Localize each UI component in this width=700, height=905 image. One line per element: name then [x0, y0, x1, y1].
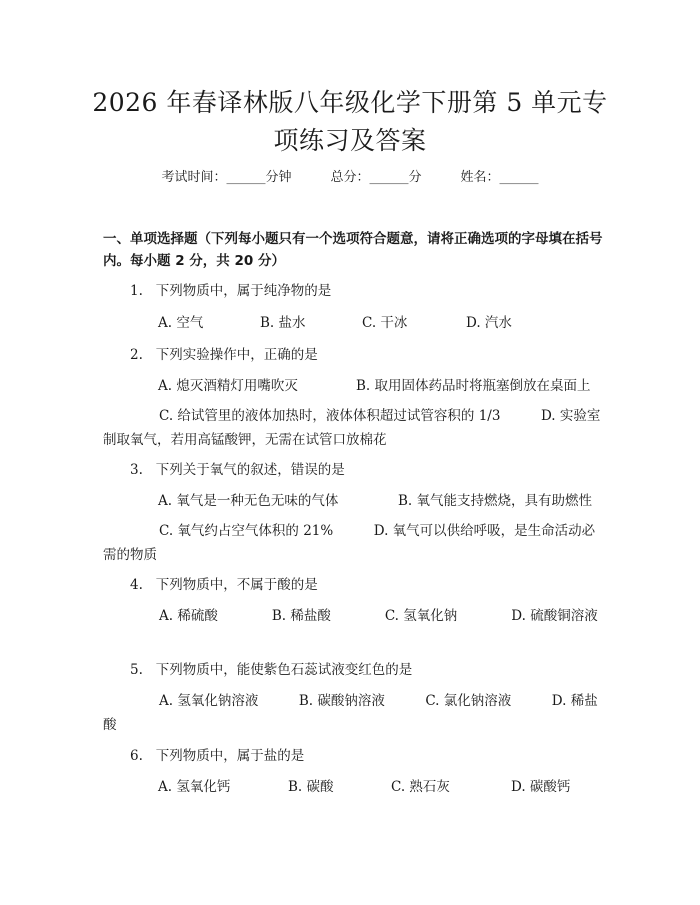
time-unit: 分钟	[265, 170, 292, 185]
options-c-d-wrapped: C. 氧气约占空气体积的 21% D. 氧气可以供给呼吸，是生命活动必需的物质	[103, 523, 596, 563]
document-title	[60, 84, 640, 160]
score-blank: ______	[369, 170, 409, 185]
question-stem: 下列物质中，属于纯净物的是	[155, 283, 332, 299]
question-5	[130, 661, 412, 679]
question-stem: 下列物质中，能使紫色石蕊试液变红色的是	[155, 662, 413, 678]
section-heading: 一、单项选择题（下列每小题只有一个选项符合题意，请将正确选项的字母填在括号内。每小题 2 分，共 20 分）	[103, 231, 603, 269]
question-6	[130, 747, 304, 765]
title-line-1: 2026 年春译林版八年级化学下册第 5 单元专	[92, 88, 608, 117]
option-a: A. 空气	[158, 315, 204, 331]
time-blank: ______	[226, 170, 266, 185]
options-c-d-wrapped: C. 给试管里的液体加热时，液体体积超过试管容积的 1/3 D. 实验室制取氧气，若用高锰酸钾，无需在试管口放棉花	[103, 408, 601, 448]
question-number: 4.	[130, 577, 143, 593]
question-number: 3.	[130, 462, 143, 478]
title-line-2: 项练习及答案	[273, 126, 427, 155]
option-b: B. 氧气能支持燃烧，具有助燃性	[398, 493, 593, 509]
question-stem: 下列实验操作中，正确的是	[155, 347, 318, 363]
option-c: C. 熟石灰	[391, 779, 450, 795]
option-a: A. 氢氧化钙	[158, 779, 231, 795]
question-number: 1.	[130, 283, 143, 299]
option-a: A. 熄灭酒精灯用嘴吹灭	[158, 378, 298, 394]
option-d: D. 汽水	[466, 315, 512, 331]
question-number: 6.	[130, 748, 143, 764]
question-4	[130, 576, 318, 594]
option-a: A. 氧气是一种无色无味的气体	[158, 493, 339, 509]
option-b: B. 盐水	[260, 315, 306, 331]
options-wrapped: A. 稀硫酸 B. 稀盐酸 C. 氢氧化钠 D. 硫酸铜溶液	[159, 608, 598, 624]
question-stem: 下列关于氧气的叙述，错误的是	[155, 462, 345, 478]
name-blank: ______	[499, 170, 539, 185]
option-b: B. 碳酸	[288, 779, 334, 795]
question-number: 5.	[130, 662, 143, 678]
option-c: C. 干冰	[362, 315, 408, 331]
score-unit: 分	[408, 170, 422, 185]
question-stem: 下列物质中，不属于酸的是	[155, 577, 318, 593]
score-label: 总分：	[330, 170, 370, 185]
options-wrapped: A. 氢氧化钠溶液 B. 碳酸钠溶液 C. 氯化钠溶液 D. 稀盐酸	[103, 693, 598, 733]
time-label: 考试时间：	[161, 170, 227, 185]
question-3	[130, 461, 345, 479]
question-1	[130, 282, 331, 300]
option-b: B. 取用固体药品时将瓶塞倒放在桌面上	[356, 378, 591, 394]
question-stem: 下列物质中，属于盐的是	[155, 748, 305, 764]
question-number: 2.	[130, 347, 143, 363]
option-d: D. 碳酸钙	[511, 779, 571, 795]
exam-info	[0, 169, 700, 187]
name-label: 姓名：	[460, 170, 500, 185]
question-2	[130, 346, 318, 364]
